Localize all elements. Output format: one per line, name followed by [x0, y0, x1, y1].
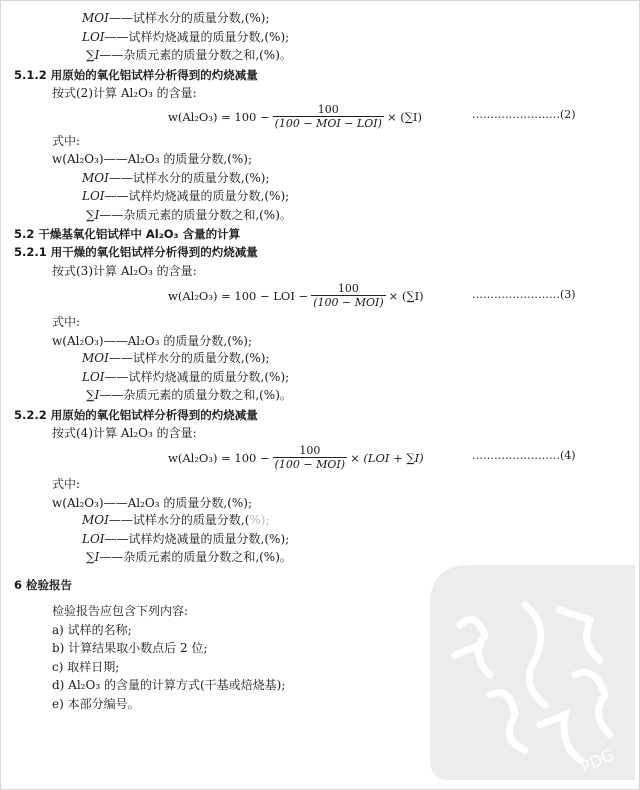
heading-5-2: 5.2 干燥基氧化铝试样中 Al₂O₃ 含量的计算 [14, 227, 241, 241]
def-w-4: w(Al₂O₃)——Al₂O₃ 的质量分数,(%); [52, 496, 253, 510]
fraction-3: $\frac{100}{\text{(100 − MOI)}}$ [313, 282, 384, 309]
fraction-2: $\frac{100}{\text{(100 − MOI − LOI)}}$ [274, 103, 382, 130]
equation-3: w(Al₂O₃) = 100 − LOI − $\frac{100}{\text{(100 − MOI)}}$ × (∑I) [168, 282, 424, 309]
heading-5-1-2: 5.1.2 用原始的氧化铝试样分析得到的灼烧减量 [14, 68, 258, 82]
def-sum-2: ∑I——杂质元素的质量分数之和,(%)。 [86, 208, 292, 222]
def-moi-4: MOI——试样水分的质量分数,(%); [82, 513, 270, 527]
def-loi-3: LOI——试样灼烧减量的质量分数,(%); [82, 370, 290, 384]
def-loi-top: LOI——试样灼烧减量的质量分数,(%); [82, 30, 290, 44]
equation-2: w(Al₂O₃) = 100 − $\frac{100}{\text{(100 − MOI − LOI)}}$ × (∑I) [168, 103, 422, 130]
fraction-4: $\frac{100}{\text{(100 − MOI)}}$ [274, 444, 346, 471]
formula-intro-3: 式中: [52, 315, 81, 329]
watermark-text: PDG [577, 744, 617, 777]
def-sum-4: ∑I——杂质元素的质量分数之和,(%)。 [86, 550, 292, 564]
intro-5-2-2: 按式(4)计算 Al₂O₃ 的含量: [52, 426, 197, 440]
report-item-e: e) 本部分编号。 [52, 697, 140, 711]
equation-4-number: ……………………(4) [472, 449, 576, 462]
heading-5-2-1: 5.2.1 用干燥的氧化铝试样分析得到的灼烧减量 [14, 245, 258, 259]
intro-5-2-1: 按式(3)计算 Al₂O₃ 的含量: [52, 264, 197, 278]
watermark-seal [430, 565, 635, 780]
report-item-c: c) 取样日期; [52, 660, 120, 674]
equation-4: w(Al₂O₃) = 100 − $\frac{100}{\text{(100 − MOI)}}$ × (LOI + ∑I) [168, 444, 424, 471]
report-item-d: d) Al₂O₃ 的含量的计算方式(干基或焙烧基); [52, 678, 286, 692]
def-w-2: w(Al₂O₃)——Al₂O₃ 的质量分数,(%); [52, 152, 253, 166]
heading-5-2-2: 5.2.2 用原始的氧化铝试样分析得到的灼烧减量 [14, 408, 258, 422]
def-w-3: w(Al₂O₃)——Al₂O₃ 的质量分数,(%); [52, 334, 253, 348]
def-moi-2: MOI——试样水分的质量分数,(%); [82, 171, 270, 185]
report-item-a: a) 试样的名称; [52, 623, 132, 637]
heading-6: 6 检验报告 [14, 578, 73, 592]
def-moi-3: MOI——试样水分的质量分数,(%); [82, 351, 270, 365]
formula-intro-4: 式中: [52, 477, 81, 491]
report-item-b: b) 计算结果取小数点后 2 位; [52, 641, 208, 655]
equation-3-number: ……………………(3) [472, 288, 576, 301]
def-sum-3: ∑I——杂质元素的质量分数之和,(%)。 [86, 388, 292, 402]
def-loi-2: LOI——试样灼烧减量的质量分数,(%); [82, 189, 290, 203]
def-moi-top: MOI——试样水分的质量分数,(%); [82, 11, 270, 25]
intro-5-1-2: 按式(2)计算 Al₂O₃ 的含量: [52, 86, 197, 100]
def-sum-top: ∑I——杂质元素的质量分数之和,(%)。 [86, 48, 292, 62]
def-loi-4: LOI——试样灼烧减量的质量分数,(%); [82, 532, 290, 546]
formula-intro-2: 式中: [52, 134, 81, 148]
intro-6: 检验报告应包含下列内容: [52, 604, 189, 618]
equation-2-number: ……………………(2) [472, 108, 576, 121]
